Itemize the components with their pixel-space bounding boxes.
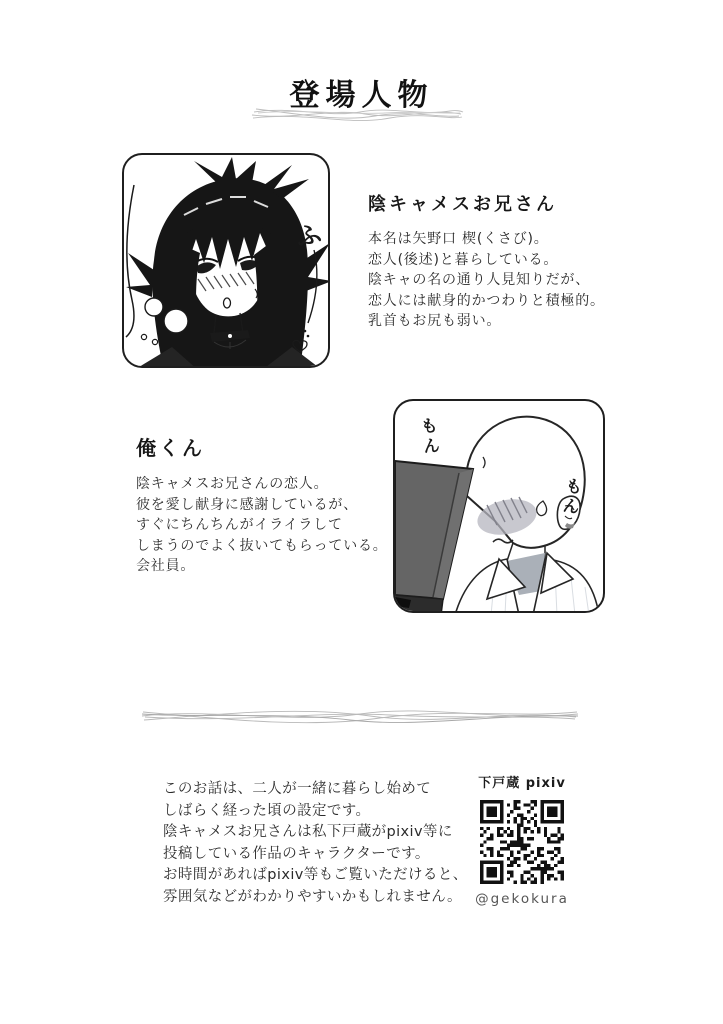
afterword-line: 投稿している作品のキャラクターです。 <box>163 845 430 862</box>
description-line: 陰キャメスお兄さんの恋人。 <box>136 476 329 492</box>
description-line: すぐにちんちんがイライラして <box>136 517 343 534</box>
divider-squiggle <box>140 700 580 730</box>
description-line: 乳首もお尻も弱い。 <box>368 313 502 330</box>
afterword-text <box>163 779 468 909</box>
qr-handle: @gekokura <box>475 891 569 907</box>
afterword-line: お時間があればpixiv等もご覧いただけると、 <box>163 867 468 884</box>
qr-label: 下戸蔵 pixiv <box>478 776 566 791</box>
computer-monitor <box>395 461 473 613</box>
afterword-line: しばらく経った頃の設定です。 <box>163 802 371 819</box>
description-line: 陰キャの名の通り人見知りだが、 <box>368 272 590 289</box>
sfx-mon-right: もん <box>557 475 583 519</box>
afterword-line: 雰囲気などがわかりやすいかもしれません。 <box>163 888 462 905</box>
character1-description <box>368 229 605 332</box>
mouth <box>224 298 231 308</box>
page-title: 登場人物 <box>289 78 434 113</box>
description-line: 恋人には献身的かつわりと積極的。 <box>368 292 605 309</box>
title-underline-squiggle <box>250 100 466 126</box>
qr-block <box>452 772 592 907</box>
description-line: 彼を愛し献身に感謝しているが、 <box>136 496 358 513</box>
sfx-fu: ふ <box>293 219 324 252</box>
description-line: 会社員。 <box>136 558 196 575</box>
character2-name: 俺くん <box>136 436 205 460</box>
character1-illustration <box>124 155 330 368</box>
description-line: 恋人(後述)と暮らしている。 <box>368 251 559 268</box>
character2-description <box>136 474 388 577</box>
character1-name: 陰キャメスお兄さん <box>368 194 557 215</box>
description-line: しまうのでよく抜いてもらっている。 <box>136 537 388 554</box>
qr-code <box>480 800 564 884</box>
character1-portrait-frame <box>122 153 330 368</box>
description-line: 本名は矢野口 楔(くさび)。 <box>368 231 549 247</box>
afterword-line: 陰キャメスお兄さんは私下戸蔵がpixiv等に <box>163 824 453 841</box>
sfx-mon-left: もん <box>415 416 441 458</box>
afterword-line: このお話は、二人が一緒に暮らし始めて <box>163 781 432 797</box>
